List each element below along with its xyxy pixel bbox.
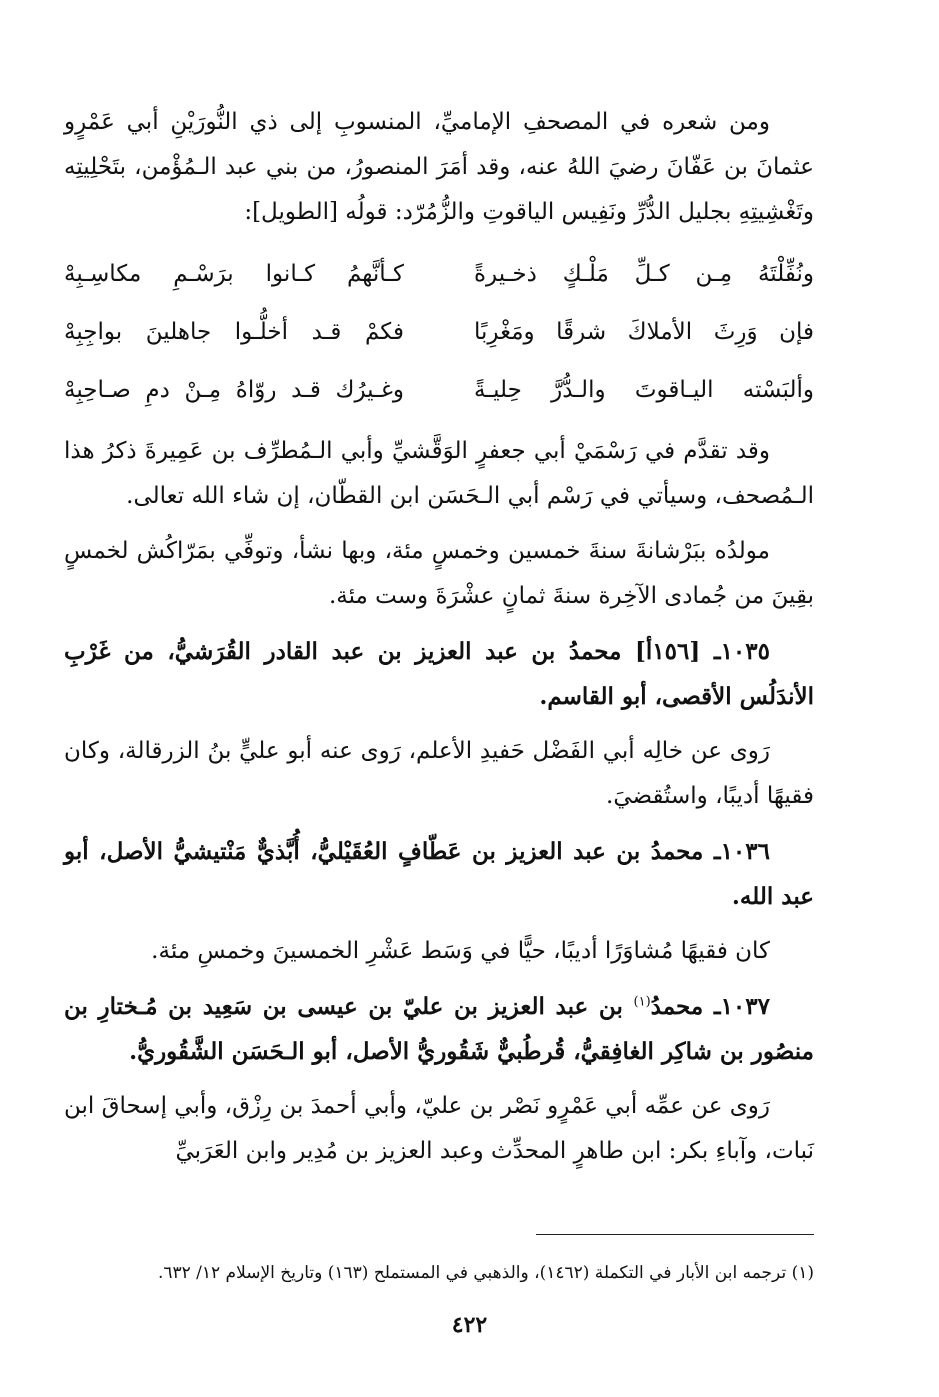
- page-body: [64, 100, 814, 1184]
- entry-heading-1035: ١٠٣٥ـ [١٥٦أ] محمدُ بن عبد العزيز بن عبد القادر القُرَشيُّ، من غَرْبِ الأندَلُس الأقصى، أبو القاسم.: [64, 638, 814, 710]
- verse-second-hemistich: فكمْ قـد أخلُّـوا جاهلينَ بواجِبِهْ: [64, 319, 404, 345]
- entry-heading-1036: ١٠٣٦ـ محمدُ بن عبد العزيز بن عَطّافٍ العُقَيْليُّ، أُبَّذيٌّ مَنْتيشيُّ الأصل، أبو عبد الله.: [64, 838, 814, 910]
- footnote: (١) ترجمه ابن الأبار في التكملة (١٤٦٢)، والذهبي في المستملح (١٦٣) وتاريخ الإسلام ١٢/ ٦٣٢.: [157, 1263, 814, 1283]
- footnote-divider: [536, 1234, 814, 1235]
- verse-first-hemistich: ونُفِّلْتَهُ مِـن كـلِّ مَلْـكٍ ذخـيرةً: [474, 261, 814, 287]
- poem-verse: [64, 303, 814, 361]
- entry-1037-lineage: بن عبد العزيز بن عليّ بن عيسى بن سَعِيد بن مُـختارِ بن منصُور بن شاكِر الغافِقيُّ، قُرطُبيٌّ شَقُوريُّ الأصل، أبو الـحَسَن الشَّقُوريُّ.: [64, 993, 814, 1065]
- poem: [64, 245, 814, 419]
- entry-1037-name: ١٠٣٧ـ محمدُ: [650, 993, 770, 1020]
- page-number: ٤٢٢: [451, 1312, 488, 1338]
- paragraph-mushaf-mentions: وقد تقدَّم في رَسْمَيْ أبي جعفرٍ الوَقَّشيِّ وأبي الـمُطرِّف بن عَمِيرةَ ذكرُ هذا الـمُصحف، وسيأتي في رَسْم أبي الـحَسَن ابن القطّان، إن شاء الله تعالى.: [64, 438, 814, 509]
- poem-verse: [64, 361, 814, 419]
- verse-second-hemistich: وغـيرُك قـد روّاهُ مِـنْ دمِ صـاحِبِهْ: [64, 377, 404, 403]
- entry-heading-1037: [64, 984, 814, 1074]
- paragraph-entry-1037: رَوى عن عمِّه أبي عَمْرٍو نَصْر بن عليّ، وأبي أحمدَ بن رِزْق، وأبي إسحاقَ ابن نَبات، وآباءِ بكر: ابن طاهرٍ المحدِّث وعبد العزيز بن مُدِير وابن العَرَبيِّ: [64, 1093, 814, 1164]
- paragraph-birth-death: مولدُه ببَرْشانةَ سنةَ خمسين وخمسٍ مئة، وبها نشأ، وتوفِّي بمَرّاكُش لخمسٍ بقِينَ من جُمادى الآخِرة سنةَ ثمانٍ عشْرَةَ وست مئة.: [64, 538, 814, 609]
- paragraph-entry-1035: رَوى عن خالِه أبي الفَضْل حَفيدِ الأعلم، رَوى عنه أبو عليٍّ بنُ الزرقالة، وكان فقيهًا أديبًا، واستُقضيَ.: [64, 738, 814, 809]
- poem-verse: [64, 245, 814, 303]
- footnote-reference: (١): [633, 994, 651, 1010]
- verse-first-hemistich: وألبَسْته اليـاقوتَ والـدُّرَّ حِليـةً: [474, 377, 814, 403]
- verse-first-hemistich: فإن وَرِثَ الأملاكَ شرقًا ومَغْرِبًا: [474, 319, 814, 345]
- verse-second-hemistich: كـأنَّهمُ كـانوا برَسْـمِ مكاسِـبِهْ: [64, 261, 404, 287]
- paragraph-poem-intro: ومن شعره في المصحفِ الإماميِّ، المنسوبِ إلى ذي النُّورَيْنِ أبي عَمْرٍو عثمانَ بن عَفّانَ رضيَ اللهُ عنه، وقد أمَرَ المنصورُ، من بني عبد الـمُؤْمن، بتَحْلِيتِه وتَغْشِيتِهِ بجليل الدُّرِّ ونَفِيس الياقوتِ والزُّمُرّد: قولُه [الطويل]:: [64, 109, 814, 225]
- paragraph-entry-1036: كان فقيهًا مُشاوَرًا أديبًا، حيًّا في وَسَط عَشْرِ الخمسينَ وخمسِ مئة.: [151, 938, 770, 964]
